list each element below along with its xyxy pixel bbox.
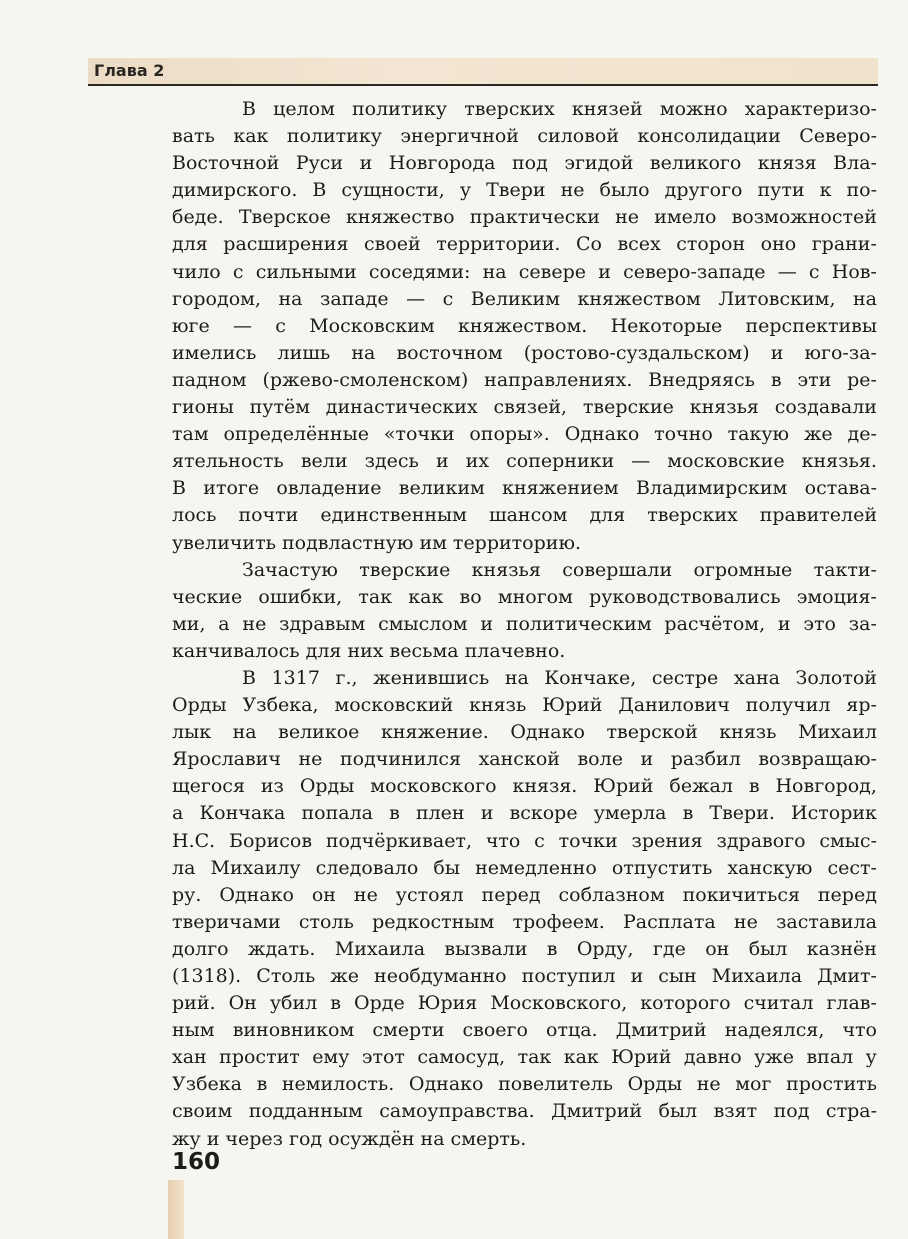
text-line: лык на великое княжение. Однако тверской князь Михаил <box>172 721 877 744</box>
text-line: Узбека в немилость. Однако повелитель Орды не мог простить <box>172 1073 877 1096</box>
text-line: хан простит ему этот самосуд, так как Юрий давно уже впал у <box>172 1046 877 1069</box>
text-line: юге — с Московским княжеством. Некоторые перспективы <box>172 314 877 337</box>
text-line: а Кончака попала в плен и вскоре умерла в Твери. Историк <box>172 802 877 825</box>
text-line: ческие ошибки, так как во многом руководствовались эмоция- <box>172 585 877 608</box>
page-edge-strip <box>168 1180 184 1239</box>
paragraph <box>172 96 877 557</box>
text-line: В 1317 г., женившись на Кончаке, сестре хана Золотой <box>242 666 877 689</box>
text-line: В целом политику тверских князей можно характеризо- <box>242 98 877 120</box>
text-line: Ярославич не подчинился ханской воле и разбил возвращаю- <box>172 748 877 771</box>
text-line: тверичами столь редкостным трофеем. Расплата не заставила <box>172 910 877 933</box>
paragraph <box>172 665 877 1153</box>
page-number: 160 <box>172 1149 221 1175</box>
text-line: ным виновником смерти своего отца. Дмитрий надеялся, что <box>172 1019 877 1042</box>
text-line: димирского. В сущности, у Твери не было другого пути к по- <box>172 179 877 202</box>
paragraph <box>172 557 877 665</box>
text-line: вать как политику энергичной силовой консолидации Северо- <box>172 125 877 148</box>
text-line: ми, а не здравым смыслом и политическим расчётом, и это за- <box>172 612 877 635</box>
text-line: там определённые «точки опоры». Однако точно такую же де- <box>172 423 877 446</box>
chapter-header-bar <box>88 58 878 86</box>
text-line: долго ждать. Михаила вызвали в Орду, где он был казнён <box>172 937 877 960</box>
text-line: ятельность вели здесь и их соперники — московские князья. <box>172 450 877 473</box>
text-line: жу и через год осуждён на смерть. <box>172 1127 527 1150</box>
text-line: Н.С. Борисов подчёркивает, что с точки зрения здравого смыс- <box>172 829 877 852</box>
text-line: падном (ржево-смоленском) направлениях. Внедряясь в эти ре- <box>172 368 877 391</box>
text-line: своим подданным самоуправства. Дмитрий был взят под стра- <box>172 1100 877 1123</box>
text-line: городом, на западе — с Великим княжеством Литовским, на <box>172 287 877 310</box>
text-line: увеличить подвластную им территорию. <box>172 531 582 554</box>
text-line: Орды Узбека, московский князь Юрий Данилович получил яр- <box>172 694 877 717</box>
text-line: рий. Он убил в Орде Юрия Московского, которого считал глав- <box>172 992 877 1015</box>
text-line: чило с сильными соседями: на севере и северо-западе — с Нов- <box>172 260 877 283</box>
body-text <box>172 96 877 1153</box>
text-line: беде. Тверское княжество практически не имело возможностей <box>172 206 877 229</box>
text-line: (1318). Столь же необдуманно поступил и сын Михаила Дмит- <box>172 965 877 987</box>
text-line: Зачастую тверские князья совершали огромные такти- <box>242 558 877 581</box>
text-line: Восточной Руси и Новгорода под эгидой великого князя Вла- <box>172 152 877 175</box>
text-line: имелись лишь на восточном (ростово-суздальском) и юго-за- <box>172 341 877 364</box>
text-line: щегося из Орды московского князя. Юрий бежал в Новгород, <box>172 775 877 798</box>
text-line: ла Михаилу следовало бы немедленно отпустить ханскую сест- <box>172 856 877 879</box>
text-line: ру. Однако он не устоял перед соблазном покичиться перед <box>172 883 877 906</box>
text-line: для расширения своей территории. Со всех сторон оно грани- <box>172 233 877 256</box>
text-line: В итоге овладение великим княжением Владимирским остава- <box>172 477 877 500</box>
text-line: гионы путём династических связей, тверские князья создавали <box>172 396 877 419</box>
text-line: лось почти единственным шансом для тверских правителей <box>172 504 877 527</box>
text-line: канчивалось для них весьма плачевно. <box>172 639 566 662</box>
chapter-label: Глава 2 <box>94 61 165 80</box>
